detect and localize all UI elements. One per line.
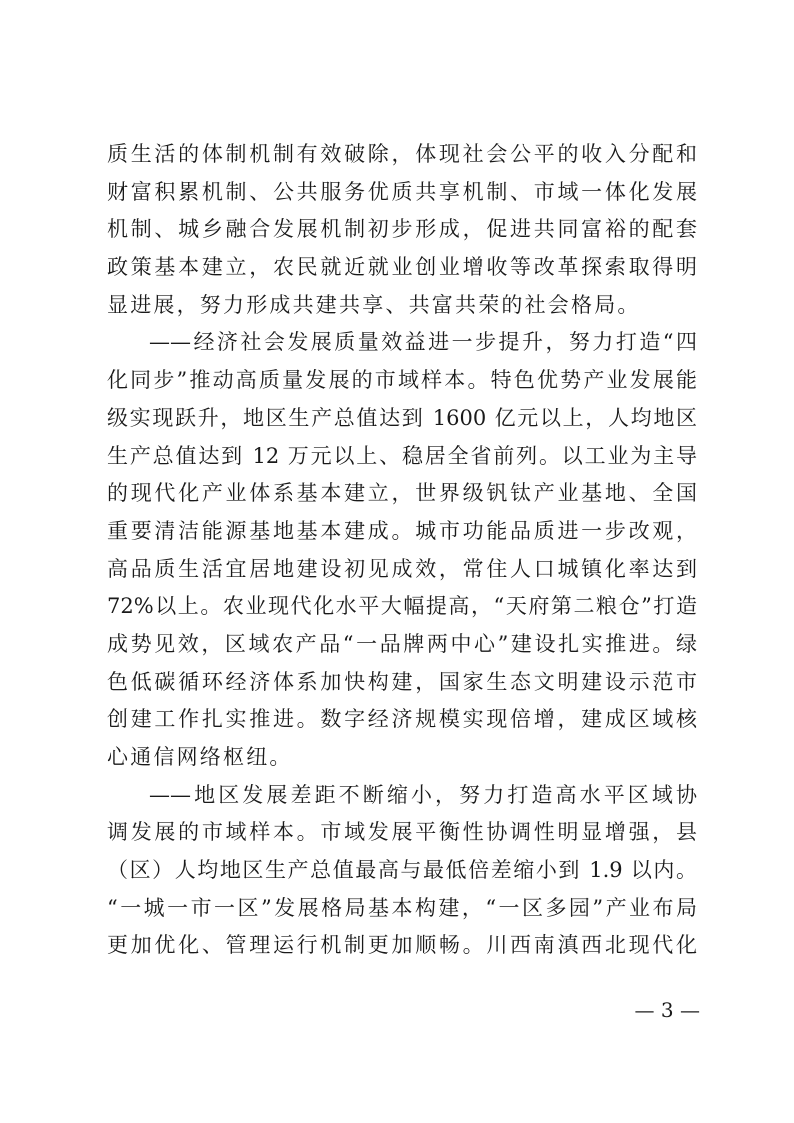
body-text (107, 136, 697, 965)
text-line: 72%以上。农业现代化水平大幅提高，“天府第二粮仓”打造 (107, 594, 697, 619)
paragraph-start-line: ——地区发展差距不断缩小，努力打造高水平区域协 (149, 782, 697, 807)
text-line: 心通信网络枢纽。 (107, 745, 293, 769)
text-line: 重要清洁能源基地基本建成。城市功能品质进一步改观， (107, 518, 697, 543)
text-line: （区）人均地区生产总值最高与最低倍差缩小到 1.9 以内。 (107, 858, 697, 883)
text-line: 生产总值达到 12 万元以上、稳居全省前列。以工业为主导 (107, 443, 697, 468)
text-line: 财富积累机制、公共服务优质共享机制、市域一体化发展 (107, 179, 697, 204)
text-line: 高品质生活宜居地建设初见成效，常住人口城镇化率达到 (107, 556, 697, 581)
text-line: 机制、城乡融合发展机制初步形成，促进共同富裕的配套 (107, 217, 697, 242)
text-line: “一城一市一区”发展格局基本构建，“一区多园”产业布局 (107, 895, 697, 920)
text-line: 创建工作扎实推进。数字经济规模实现倍增，建成区域核 (107, 707, 697, 732)
text-line: 色低碳循环经济体系加快构建，国家生态文明建设示范市 (107, 669, 697, 694)
text-line: 化同步”推动高质量发展的市域样本。特色优势产业发展能 (107, 368, 697, 393)
page-number: — 3 — (634, 998, 700, 1022)
text-line: 的现代化产业体系基本建立，世界级钒钛产业基地、全国 (107, 481, 697, 506)
text-line: 更加优化、管理运行机制更加顺畅。川西南滇西北现代化 (107, 933, 697, 958)
text-line: 调发展的市域样本。市域发展平衡性协调性明显增强，县 (107, 820, 697, 845)
text-line: 成势见效，区域农产品“一品牌两中心”建设扎实推进。绿 (107, 631, 697, 656)
text-line: 质生活的体制机制有效破除，体现社会公平的收入分配和 (107, 142, 697, 166)
text-line: 级实现跃升，地区生产总值达到 1600 亿元以上，人均地区 (107, 405, 697, 430)
text-line: 显进展，努力形成共建共享、共富共荣的社会格局。 (107, 292, 641, 317)
text-line: 政策基本建立，农民就近就业创业增收等改革探索取得明 (107, 255, 697, 280)
paragraph-start-line: ——经济社会发展质量效益进一步提升，努力打造“四 (149, 330, 697, 355)
